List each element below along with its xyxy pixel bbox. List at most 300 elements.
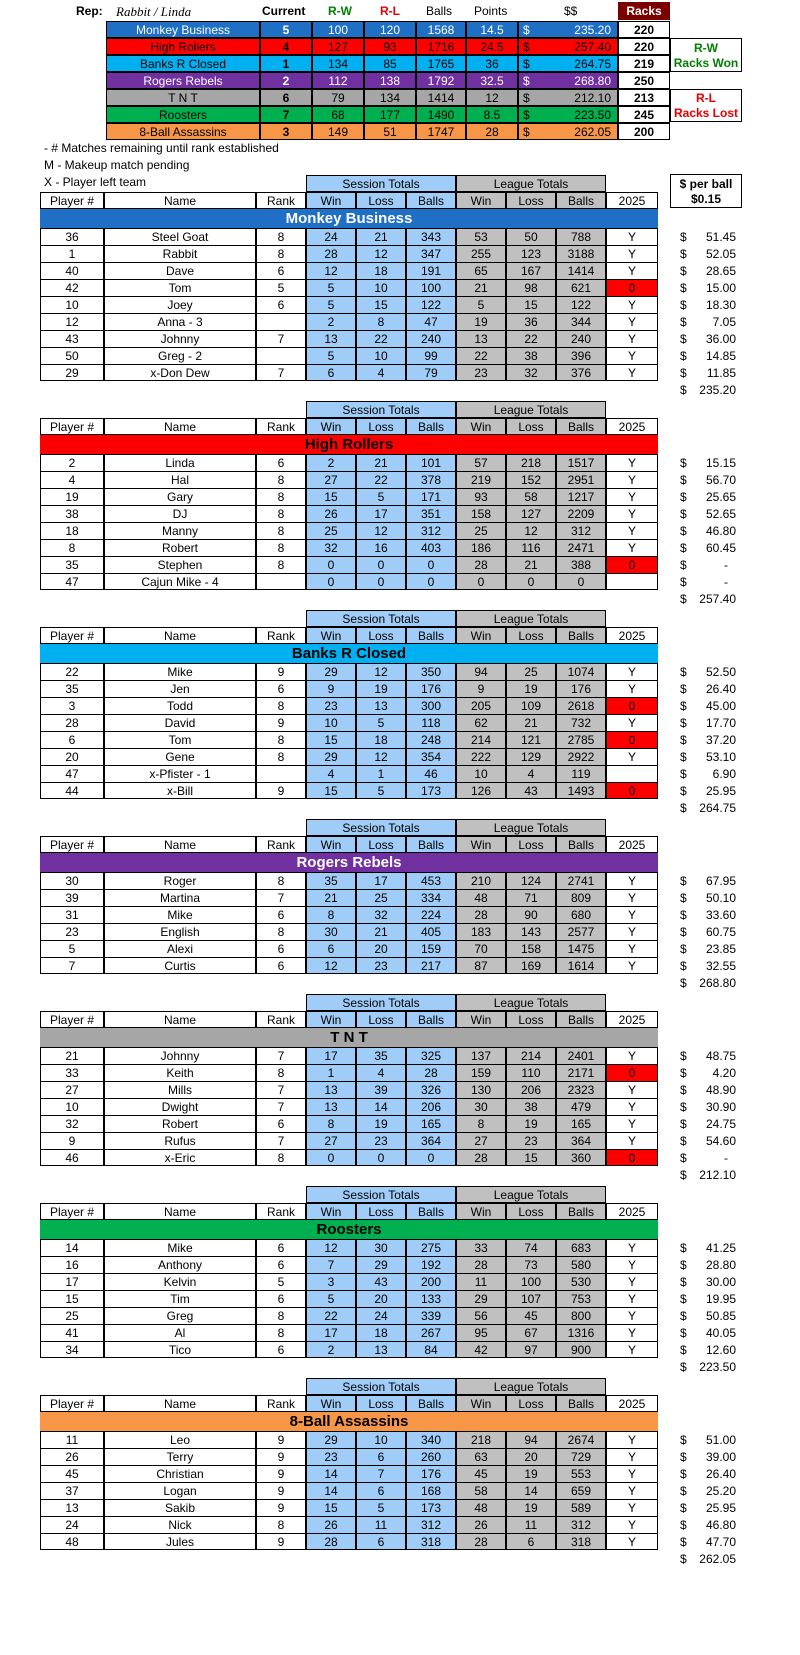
- column-header-balls: Balls: [556, 627, 606, 644]
- league-loss: 38: [506, 1098, 556, 1115]
- league-balls: 1217: [556, 488, 606, 505]
- session-win: 2: [306, 313, 356, 330]
- league-win: 19: [456, 313, 506, 330]
- status-2025: [606, 573, 658, 590]
- player-rank: 8: [256, 522, 306, 539]
- status-2025: 0: [606, 1149, 658, 1166]
- column-header-player: Player #: [40, 1203, 104, 1220]
- team-payout-total: [676, 974, 742, 991]
- session-win: 14: [306, 1482, 356, 1499]
- player-rank: 9: [256, 1482, 306, 1499]
- dollar-sign: $: [680, 506, 687, 521]
- league-loss: 169: [506, 957, 556, 974]
- payout-value: 50.85: [705, 1308, 736, 1323]
- status-2025: 0: [606, 1064, 658, 1081]
- session-balls: 200: [406, 1273, 456, 1290]
- summary-team: Rogers Rebels: [106, 72, 260, 89]
- dollar-sign: $: [680, 924, 687, 939]
- league-loss: 121: [506, 731, 556, 748]
- player-payout: [676, 872, 742, 889]
- player-name: Rabbit: [104, 245, 256, 262]
- summary-racks: 220: [618, 21, 670, 38]
- player-number: 16: [40, 1256, 104, 1273]
- league-balls: 580: [556, 1256, 606, 1273]
- column-header-win: Win: [306, 418, 356, 435]
- column-header-balls: Balls: [556, 418, 606, 435]
- league-win: 9: [456, 680, 506, 697]
- player-payout: [676, 1064, 742, 1081]
- column-header-loss: Loss: [356, 836, 406, 853]
- session-loss: 12: [356, 663, 406, 680]
- payout-value: -: [724, 1150, 728, 1165]
- player-rank: 8: [256, 505, 306, 522]
- summary-team: Monkey Business: [106, 21, 260, 38]
- session-win: 21: [306, 889, 356, 906]
- player-name: Anthony: [104, 1256, 256, 1273]
- column-header-win: Win: [456, 1203, 506, 1220]
- payout-value: 52.65: [705, 506, 736, 521]
- status-2025: [606, 765, 658, 782]
- summary-money-value: 212.10: [574, 90, 611, 105]
- team-payout-total: [676, 1166, 742, 1183]
- dollar-sign: $: [680, 591, 687, 606]
- player-name: Tom: [104, 279, 256, 296]
- summary-points: 28: [466, 123, 518, 140]
- session-loss: 11: [356, 1516, 406, 1533]
- player-rank: 7: [256, 1047, 306, 1064]
- league-balls: 1316: [556, 1324, 606, 1341]
- summary-balls: 1490: [416, 106, 466, 123]
- player-rank: 6: [256, 296, 306, 313]
- summary-dollar-sign: $: [523, 22, 530, 37]
- player-number: 38: [40, 505, 104, 522]
- league-win: 137: [456, 1047, 506, 1064]
- league-win: 222: [456, 748, 506, 765]
- session-balls: 176: [406, 680, 456, 697]
- payout-value: 28.65: [705, 263, 736, 278]
- summary-team: Banks R Closed: [106, 55, 260, 72]
- summary-current: 4: [260, 38, 312, 55]
- session-win: 29: [306, 663, 356, 680]
- league-win: 28: [456, 1533, 506, 1550]
- player-name: Steel Goat: [104, 228, 256, 245]
- status-2025: Y: [606, 906, 658, 923]
- league-loss: 98: [506, 279, 556, 296]
- player-rank: [256, 313, 306, 330]
- summary-rw: 100: [312, 21, 364, 38]
- player-name: Dwight: [104, 1098, 256, 1115]
- league-balls: 176: [556, 680, 606, 697]
- column-header-win: Win: [306, 627, 356, 644]
- column-header-name: Name: [104, 192, 256, 209]
- player-number: 32: [40, 1115, 104, 1132]
- player-name: Cajun Mike - 4: [104, 573, 256, 590]
- dollar-sign: $: [680, 229, 687, 244]
- league-loss: 152: [506, 471, 556, 488]
- player-name: Stephen: [104, 556, 256, 573]
- player-name: Kelvin: [104, 1273, 256, 1290]
- league-win: 45: [456, 1465, 506, 1482]
- league-loss: 71: [506, 889, 556, 906]
- session-win: 0: [306, 1149, 356, 1166]
- player-name: Johnny: [104, 1047, 256, 1064]
- session-balls: 343: [406, 228, 456, 245]
- summary-rw: 134: [312, 55, 364, 72]
- league-loss: 123: [506, 245, 556, 262]
- player-name: Greg - 2: [104, 347, 256, 364]
- dollar-sign: $: [680, 1449, 687, 1464]
- rep-label: Rep:: [76, 4, 103, 18]
- dollar-sign: $: [680, 1082, 687, 1097]
- team-total-value: 264.75: [699, 800, 736, 815]
- session-balls: 325: [406, 1047, 456, 1064]
- session-win: 13: [306, 1098, 356, 1115]
- payout-value: 19.95: [705, 1291, 736, 1306]
- player-payout: [676, 1448, 742, 1465]
- team-banner: High Rollers: [40, 435, 658, 454]
- player-name: Gary: [104, 488, 256, 505]
- session-loss: 8: [356, 313, 406, 330]
- player-payout: [676, 940, 742, 957]
- player-rank: 9: [256, 1448, 306, 1465]
- session-balls: 240: [406, 330, 456, 347]
- session-loss: 23: [356, 1132, 406, 1149]
- dollar-sign: $: [680, 698, 687, 713]
- column-header-year: 2025: [606, 627, 658, 644]
- league-loss: 206: [506, 1081, 556, 1098]
- dollar-sign: $: [680, 1432, 687, 1447]
- status-2025: Y: [606, 245, 658, 262]
- league-win: 183: [456, 923, 506, 940]
- player-number: 1: [40, 245, 104, 262]
- dollar-sign: $: [680, 365, 687, 380]
- column-header-win: Win: [456, 627, 506, 644]
- payout-value: 26.40: [705, 1466, 736, 1481]
- player-name: Mike: [104, 663, 256, 680]
- status-2025: Y: [606, 1115, 658, 1132]
- league-loss: 25: [506, 663, 556, 680]
- league-balls: 2674: [556, 1431, 606, 1448]
- dollar-sign: $: [680, 348, 687, 363]
- team-total-value: 235.20: [699, 382, 736, 397]
- league-totals-header: League Totals: [456, 1186, 606, 1203]
- session-loss: 5: [356, 714, 406, 731]
- summary-racks: 219: [618, 55, 670, 72]
- session-loss: 35: [356, 1047, 406, 1064]
- payout-value: 46.80: [705, 1517, 736, 1532]
- league-balls: 2618: [556, 697, 606, 714]
- dollar-sign: $: [680, 890, 687, 905]
- player-name: Al: [104, 1324, 256, 1341]
- dollar-sign: $: [680, 557, 687, 572]
- payout-value: 24.75: [705, 1116, 736, 1131]
- league-balls: 659: [556, 1482, 606, 1499]
- column-header-rank: Rank: [256, 192, 306, 209]
- session-loss: 16: [356, 539, 406, 556]
- summary-team: 8-Ball Assassins: [106, 123, 260, 140]
- league-loss: 11: [506, 1516, 556, 1533]
- player-payout: [676, 663, 742, 680]
- league-loss: 45: [506, 1307, 556, 1324]
- column-header-balls: Balls: [406, 836, 456, 853]
- player-number: 13: [40, 1499, 104, 1516]
- player-name: x-Bill: [104, 782, 256, 799]
- session-balls: 99: [406, 347, 456, 364]
- league-loss: 214: [506, 1047, 556, 1064]
- league-balls: 388: [556, 556, 606, 573]
- player-payout: [676, 330, 742, 347]
- session-win: 1: [306, 1064, 356, 1081]
- player-number: 47: [40, 573, 104, 590]
- status-2025: Y: [606, 347, 658, 364]
- payout-value: 11.85: [706, 365, 736, 380]
- league-win: 62: [456, 714, 506, 731]
- payout-value: 52.05: [705, 246, 736, 261]
- session-win: 27: [306, 1132, 356, 1149]
- player-number: 22: [40, 663, 104, 680]
- league-balls: 344: [556, 313, 606, 330]
- session-totals-header: Session Totals: [306, 610, 456, 627]
- per-ball-label: $ per ball: [670, 174, 742, 192]
- player-rank: 7: [256, 1098, 306, 1115]
- session-loss: 17: [356, 505, 406, 522]
- session-win: 17: [306, 1047, 356, 1064]
- column-header-rank: Rank: [256, 836, 306, 853]
- league-win: 8: [456, 1115, 506, 1132]
- league-loss: 158: [506, 940, 556, 957]
- summary-points: 32.5: [466, 72, 518, 89]
- column-header-loss: Loss: [506, 192, 556, 209]
- league-loss: 20: [506, 1448, 556, 1465]
- status-2025: Y: [606, 1341, 658, 1358]
- header-balls: Balls: [426, 4, 453, 18]
- session-balls: 453: [406, 872, 456, 889]
- league-win: 63: [456, 1448, 506, 1465]
- dollar-sign: $: [680, 455, 687, 470]
- player-name: Leo: [104, 1431, 256, 1448]
- column-header-loss: Loss: [356, 1203, 406, 1220]
- player-number: 6: [40, 731, 104, 748]
- column-header-balls: Balls: [406, 192, 456, 209]
- league-loss: 94: [506, 1431, 556, 1448]
- player-rank: 6: [256, 1115, 306, 1132]
- league-balls: 1475: [556, 940, 606, 957]
- summary-current: 1: [260, 55, 312, 72]
- player-rank: [256, 765, 306, 782]
- status-2025: Y: [606, 1307, 658, 1324]
- player-rank: 6: [256, 957, 306, 974]
- legend-rw: R-W: [670, 38, 742, 56]
- session-balls: 165: [406, 1115, 456, 1132]
- player-rank: 9: [256, 1431, 306, 1448]
- status-2025: Y: [606, 313, 658, 330]
- player-number: 8: [40, 539, 104, 556]
- team-payout-total: [676, 381, 742, 398]
- league-win: 95: [456, 1324, 506, 1341]
- dollar-sign: $: [680, 1551, 687, 1566]
- summary-points: 36: [466, 55, 518, 72]
- summary-current: 7: [260, 106, 312, 123]
- status-2025: Y: [606, 539, 658, 556]
- session-balls: 0: [406, 556, 456, 573]
- summary-money: [518, 89, 618, 106]
- payout-value: 28.80: [705, 1257, 736, 1272]
- league-balls: 165: [556, 1115, 606, 1132]
- payout-value: 45.00: [705, 698, 736, 713]
- player-name: DJ: [104, 505, 256, 522]
- summary-balls: 1568: [416, 21, 466, 38]
- status-2025: Y: [606, 940, 658, 957]
- session-balls: 84: [406, 1341, 456, 1358]
- player-payout: [676, 1273, 742, 1290]
- league-balls: 2323: [556, 1081, 606, 1098]
- player-payout: [676, 1465, 742, 1482]
- session-balls: 192: [406, 1256, 456, 1273]
- player-payout: [676, 1098, 742, 1115]
- dollar-sign: $: [680, 681, 687, 696]
- summary-money-value: 264.75: [574, 56, 611, 71]
- league-balls: 589: [556, 1499, 606, 1516]
- player-rank: 8: [256, 539, 306, 556]
- session-loss: 21: [356, 454, 406, 471]
- dollar-sign: $: [680, 1500, 687, 1515]
- dollar-sign: $: [680, 975, 687, 990]
- status-2025: Y: [606, 1499, 658, 1516]
- league-balls: 2577: [556, 923, 606, 940]
- league-balls: 729: [556, 1448, 606, 1465]
- session-balls: 191: [406, 262, 456, 279]
- summary-racks: 220: [618, 38, 670, 55]
- summary-racks: 245: [618, 106, 670, 123]
- player-number: 50: [40, 347, 104, 364]
- session-loss: 6: [356, 1448, 406, 1465]
- status-2025: Y: [606, 262, 658, 279]
- status-2025: Y: [606, 1448, 658, 1465]
- session-loss: 12: [356, 245, 406, 262]
- league-win: 42: [456, 1341, 506, 1358]
- payout-value: 32.55: [705, 958, 736, 973]
- session-totals-header: Session Totals: [306, 401, 456, 418]
- team-payout-total: [676, 1358, 742, 1375]
- league-balls: 1414: [556, 262, 606, 279]
- player-rank: 9: [256, 782, 306, 799]
- session-balls: 122: [406, 296, 456, 313]
- session-balls: 206: [406, 1098, 456, 1115]
- dollar-sign: $: [680, 472, 687, 487]
- session-win: 30: [306, 923, 356, 940]
- note-matches-remaining: - # Matches remaining until rank established: [44, 141, 279, 155]
- player-payout: [676, 1239, 742, 1256]
- session-win: 4: [306, 765, 356, 782]
- player-name: Mike: [104, 1239, 256, 1256]
- status-2025: Y: [606, 872, 658, 889]
- session-loss: 22: [356, 330, 406, 347]
- summary-balls: 1414: [416, 89, 466, 106]
- player-payout: [676, 262, 742, 279]
- dollar-sign: $: [680, 1534, 687, 1549]
- player-number: 27: [40, 1081, 104, 1098]
- column-header-rank: Rank: [256, 1011, 306, 1028]
- session-loss: 0: [356, 556, 406, 573]
- league-totals-header: League Totals: [456, 610, 606, 627]
- session-win: 7: [306, 1256, 356, 1273]
- session-win: 6: [306, 364, 356, 381]
- summary-points: 14.5: [466, 21, 518, 38]
- player-name: Anna - 3: [104, 313, 256, 330]
- column-header-rank: Rank: [256, 1395, 306, 1412]
- dollar-sign: $: [680, 1099, 687, 1114]
- status-2025: 0: [606, 731, 658, 748]
- player-rank: 9: [256, 1533, 306, 1550]
- player-rank: 9: [256, 714, 306, 731]
- payout-value: 37.20: [705, 732, 736, 747]
- column-header-win: Win: [456, 1011, 506, 1028]
- league-win: 214: [456, 731, 506, 748]
- dollar-sign: $: [680, 766, 687, 781]
- league-loss: 0: [506, 573, 556, 590]
- session-loss: 0: [356, 1149, 406, 1166]
- league-win: 94: [456, 663, 506, 680]
- column-header-name: Name: [104, 627, 256, 644]
- session-balls: 354: [406, 748, 456, 765]
- player-payout: [676, 714, 742, 731]
- dollar-sign: $: [680, 749, 687, 764]
- session-loss: 20: [356, 1290, 406, 1307]
- payout-value: 48.90: [705, 1082, 736, 1097]
- player-number: 45: [40, 1465, 104, 1482]
- status-2025: 0: [606, 279, 658, 296]
- legend-rl: R-L: [670, 89, 742, 106]
- session-loss: 20: [356, 940, 406, 957]
- summary-racks: 250: [618, 72, 670, 89]
- payout-value: 46.80: [705, 523, 736, 538]
- league-win: 186: [456, 539, 506, 556]
- payout-value: 39.00: [705, 1449, 736, 1464]
- summary-money: [518, 123, 618, 140]
- player-name: Gene: [104, 748, 256, 765]
- status-2025: Y: [606, 471, 658, 488]
- player-rank: 8: [256, 1516, 306, 1533]
- status-2025: Y: [606, 454, 658, 471]
- player-payout: [676, 680, 742, 697]
- payout-value: 67.95: [705, 873, 736, 888]
- session-balls: 176: [406, 1465, 456, 1482]
- player-name: Linda: [104, 454, 256, 471]
- player-name: x-Don Dew: [104, 364, 256, 381]
- status-2025: Y: [606, 1098, 658, 1115]
- player-rank: 8: [256, 923, 306, 940]
- payout-value: 33.60: [705, 907, 736, 922]
- session-win: 29: [306, 1431, 356, 1448]
- session-balls: 312: [406, 522, 456, 539]
- league-loss: 22: [506, 330, 556, 347]
- header-rw: R-W: [328, 4, 352, 18]
- session-loss: 1: [356, 765, 406, 782]
- summary-current: 6: [260, 89, 312, 106]
- player-payout: [676, 1341, 742, 1358]
- session-win: 29: [306, 748, 356, 765]
- player-number: 19: [40, 488, 104, 505]
- session-balls: 351: [406, 505, 456, 522]
- league-balls: 3188: [556, 245, 606, 262]
- legend-rl-text: Racks Lost: [670, 105, 742, 122]
- dollar-sign: $: [680, 1257, 687, 1272]
- league-loss: 100: [506, 1273, 556, 1290]
- session-loss: 43: [356, 1273, 406, 1290]
- summary-dollar-sign: $: [523, 56, 530, 71]
- dollar-sign: $: [680, 540, 687, 555]
- summary-money-value: 262.05: [574, 124, 611, 139]
